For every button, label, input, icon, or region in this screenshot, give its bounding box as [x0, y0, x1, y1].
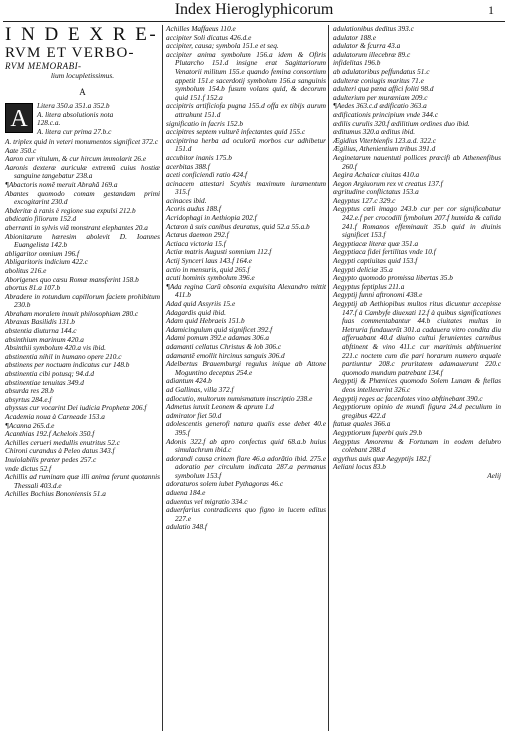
- index-entry: actio in mensuris, quid 265.f: [166, 264, 250, 274]
- column-1-entries: [5, 138, 160, 499]
- drop-cap-block: [5, 102, 160, 136]
- index-entry: Actæus daemon 292.f: [166, 230, 229, 240]
- index-entry: Abionitarum hæresim abolevit D. Ioannes Euangelista 142.b: [5, 231, 160, 250]
- index-entry: ad Gallinas, villa 372.f: [166, 384, 234, 394]
- index-entry: Litera 350.a 351.a 352.b: [37, 101, 110, 110]
- index-entry: absyrtus 284.e.f: [5, 394, 52, 404]
- index-entry: accipitris artificiofa pugna 155.d offa ex tibijs aurum attrahunt 151.d: [166, 101, 326, 119]
- index-entry: acerbitas 388.f: [166, 161, 210, 171]
- index-entry: Aegyptij reges ac facerdotes vino abftinebant 390.c: [333, 393, 483, 403]
- index-entry: ab adulatoribus peffundatus 51.c: [333, 66, 430, 76]
- index-entry: Acanthias 192.f Achelois 350.f: [5, 429, 95, 439]
- index-entry: adamantē emollit hircinus sanguis 306.d: [166, 350, 285, 360]
- index-column-1: [5, 25, 160, 499]
- index-entry: vnde dictus 52.f: [5, 463, 52, 473]
- index-entry: Aegypto quomodo promissa libertas 35.b: [333, 273, 453, 283]
- index-entry: Aegyptiacæ literæ quæ 351.a: [333, 238, 419, 248]
- index-entry: A. litera cur prima 27.b.c: [37, 126, 112, 136]
- index-entry: Aegyptij & Phœnices quomodo Solem Lunam & ftellas deos intellexerint 326.c: [333, 376, 501, 394]
- index-entry: abligaritor omnium 196.f: [5, 248, 79, 258]
- index-entry: Abligaritoris indicium 422.c: [5, 257, 88, 267]
- index-entry: admirator fiet 50.d: [166, 410, 222, 420]
- index-entry: ¶Acanna 265.d.e: [5, 420, 55, 430]
- index-entry: accipiter anima symbolum 156.a idem & Ofiris Plutarcho 151.d insigne erat Sagittariorum Venatorii militum 155.e quando femina consortium appetit 151.e sacerdotij symbolum 156.a sanguinis symbolum 154.b fusum volans quid, & decorum quid 151.f 152.a: [166, 49, 326, 102]
- index-entry: Aegyptij funni aftronomi 438.e: [333, 290, 423, 300]
- index-entry: Aegira Achaicæ ciuitas 410.a: [333, 170, 420, 180]
- index-entry: accipiter Soli dicatus 426.d.e: [166, 32, 252, 42]
- index-entry: Actij Synceri laus 143.f 164.e: [166, 256, 252, 266]
- index-entry: Aegyptiorum fuperbi quis 29.b: [333, 427, 423, 437]
- index-entry: Acoris audus 188.f: [166, 204, 221, 214]
- index-entry: Adonis 322.f ab apro confectus quid 68.a.b huius simulachrum ibid.c: [166, 436, 326, 455]
- title-line-3: RVM MEMORABI-: [5, 61, 82, 71]
- index-entry: significatio in facris 152.b: [166, 118, 244, 128]
- index-entry: Adad quid Assyriis 15.e: [166, 299, 236, 308]
- index-entry: Aegypti captiuitas quid 153.f: [333, 256, 418, 266]
- index-entry: adulator 188.e: [333, 32, 376, 42]
- index-entry: adulatio 348.f: [166, 522, 207, 532]
- catchword: Aelij: [487, 470, 501, 480]
- index-entry: Aeginetarum nauentuti pollices præcifi ab Athenenfibus 260.f: [333, 152, 501, 171]
- index-entry: Actæon à suis canibus deuratus, quid 52.a 55.a.b: [166, 221, 310, 231]
- index-entry: Abraxas Basilidis 131.b: [5, 317, 75, 327]
- index-entry: accipitrina herba ad oculorū morbos cur adhibetur 151.d: [166, 135, 326, 154]
- index-entry: Aaron cur vitulum, & cur hircum immolarit 26.e: [5, 154, 147, 164]
- index-entry: Aegyptus Amoremu & Fortunam in eodem delubro colebant 288.d: [333, 436, 501, 455]
- title-line-1: I N D E X R E-: [5, 24, 159, 45]
- index-entry: Absinthii symbolum 420.a vis ibid.: [5, 343, 106, 353]
- index-entry: aberranti in sylvis viā monstrant elephantes 20.a: [5, 222, 148, 232]
- index-entry: Actiæ matris Augusti somnium 112.f: [166, 247, 272, 257]
- index-entry: Admetus iunxit Leonem & aprum 1.d: [166, 402, 274, 412]
- index-column-2: [166, 25, 326, 532]
- index-entry: aduentus vel migratio 334.c: [166, 496, 248, 506]
- index-entry: A. triplex quid in veteri monumentos significet 372.c: [5, 137, 159, 146]
- index-entry: adulator & fcurra 43.a: [333, 41, 401, 51]
- index-entry: ægritudine conflictatus 153.a: [333, 187, 419, 197]
- index-entry: Achilles cerueri medullis enutritus 52.c: [5, 437, 120, 447]
- index-entry: adorandi causa crinem flare 46.a adorātio ibid. 275.e adoratio per circulum indicata 287.a permanus symbolum 153.f: [166, 453, 326, 480]
- index-entry: Abradere in rotundum capillorum faciem prohibitum 230.b: [5, 291, 160, 310]
- index-entry: abyssus cur vocarint Dei iudicia Prophetæ 206.f: [5, 403, 147, 413]
- index-entry: abortus 81.a 107.b: [5, 283, 61, 293]
- index-entry: Academia noua à Carneade 153.a: [5, 412, 105, 421]
- index-entry: adoraturos solem iubet Pythagoras 46.c: [166, 479, 284, 489]
- index-entry: Aegypti deliciæ 35.a: [333, 264, 393, 274]
- index-entry: abstentia diuturna 144.c: [5, 326, 77, 336]
- column-2-entries: [166, 25, 326, 532]
- index-entry: æditumus 320.a æditus ibid.: [333, 127, 416, 137]
- column-divider-2: [328, 25, 329, 731]
- index-entry: ¶Abactoris nomē meruit Abrahā 169.a: [5, 179, 118, 189]
- index-entry: Ægidius Viterbienfis 123.a.d. 322.c: [333, 135, 437, 145]
- index-entry: ¶Ada regina Carū obsonia exquisita Alexandro mittit 411.b: [166, 281, 326, 300]
- index-entry: Aegyptus cœli imago 243.b cur per cor significabatur 242.e.f per crocodili fymbolum 207.f humida & calida 241.f Romanos effeminauit 35.b quid in diuinis significet 153.f: [333, 204, 501, 240]
- index-entry: Aaronis dexteræ auriculæ extremū cuius hostiæ sanguine tangebatur 238.a: [5, 162, 160, 181]
- index-entry: accubitor inanis 175.b: [166, 152, 232, 162]
- drop-cap-ornament: A: [5, 103, 33, 133]
- title-line-4: lium locupletissimus.: [50, 71, 115, 80]
- index-entry: Adami pomum 392.e adamas 306.a: [166, 333, 269, 343]
- index-entry: Inuiolabilis præter pedes 257.c: [5, 454, 97, 464]
- index-entry: Aegyptiaca fidei fertilitas vnde 10.f: [333, 247, 436, 257]
- header-title: Index Hieroglyphicorum: [174, 1, 334, 18]
- section-letter: A: [79, 87, 86, 97]
- index-entry: ædilis curulis 320.f ædilitium ordines duo ibid.: [333, 118, 470, 128]
- index-entry: Aegyptiorum opinio de mundi figura 24.d peculium in gregibus 422.d: [333, 402, 501, 420]
- index-entry: Acridophagi in Aethiopia 202.f: [166, 213, 257, 223]
- running-header: [0, 0, 508, 22]
- index-entry: Actiaca victoria 15.f: [166, 238, 226, 248]
- index-entry: Aegyptij ab Aethiopibus multos ritus dicuntur accepisse 147.f à Cambyfe diuexati 12.f à quibus significationes fuas commentabantur 44.b ciuitates multas in Hetruria fundauerūt 301.a cadauera vitro condita diu afferuabant 40.d diuino cultui ferunientes carnibus abftinent & vino 411.c cur maritimis abftinuerint 221.c noctem cum die pari horarum numero æquale partiuntur 208.c pruritatem adamauerunt 220.c quomodo mundum patrebant 134.f: [333, 299, 501, 377]
- index-entry: adulterium per muræniam 209.c: [333, 92, 428, 102]
- index-entry: Chironi curandus à Peleo datus 343.f: [5, 446, 115, 456]
- index-entry: 128.c.a.: [37, 118, 61, 128]
- title-block: [5, 25, 160, 80]
- index-entry: adulationibus deditus 393.c: [333, 24, 414, 33]
- index-entry: A. litera absolutionis nota: [37, 109, 114, 119]
- index-column-3: [333, 25, 501, 480]
- index-entry: Aegyptus feptiplus 211.a: [333, 281, 405, 291]
- index-entry: adulatorum illecebræ 89.c: [333, 49, 411, 59]
- index-entry: aduena 184.e: [166, 488, 206, 498]
- index-entry: ¶Aedes 363.c.d ædificatio 363.a: [333, 101, 427, 111]
- index-entry: Aeliani locus 83.b: [333, 462, 386, 472]
- index-entry: abstinentia nihil in humano opere 210.c: [5, 351, 122, 361]
- index-entry: abolitus 216.e: [5, 265, 47, 275]
- index-entry: ftatuæ quales 366.a: [333, 419, 391, 429]
- index-entry: infidelitas 196.b: [333, 58, 381, 68]
- header-rule: [3, 21, 505, 22]
- index-entry: absurda res 28.b: [5, 386, 54, 396]
- index-entry: Achilles Maffaeus 110.e: [166, 24, 236, 33]
- index-entry: Adam quid Hebraeis 151.b: [166, 316, 245, 326]
- index-entry: accipiter, causa; symbola 151.e et seq.: [166, 41, 279, 51]
- index-entry: adiantum 424.b: [166, 376, 212, 386]
- index-entry: aceti conficiendi ratio 424.f: [166, 170, 248, 180]
- index-entry: adlocutio, multorum numismatum inscriptio 238.e: [166, 393, 313, 403]
- index-entry: accipitres septem vulturē infectantes quid 155.c: [166, 127, 306, 137]
- index-entry: Aborigenes quo cæsu Romæ mansferint 158.b: [5, 274, 139, 284]
- index-entry: Aegon Argiuorum rex vt creatus 137.f: [333, 178, 443, 188]
- index-entry: absinthium marinum 420.a: [5, 334, 84, 344]
- index-entry: abstinentia cibi potusq; 94.d.d: [5, 369, 94, 379]
- index-entry: ædificationis principium vnde 344.c: [333, 109, 438, 119]
- index-entry: adulteræ coniugis maritus 71.e: [333, 75, 424, 85]
- index-entry: abstinentiae tenuitas 349.d: [5, 377, 84, 387]
- page-number: 1: [488, 3, 494, 17]
- index-entry: Aegyptus 127.c 329.c: [333, 195, 396, 205]
- index-entry: ægythus auis quæ Aegyptijs 182.f: [333, 453, 431, 463]
- index-entry: Abderitæ à ranis è regione sua expulsi 212.b: [5, 205, 136, 215]
- index-entry: acinacem attestari Scythis maximum iuramentum 315.f: [166, 178, 326, 197]
- column-divider-1: [162, 25, 163, 731]
- index-entry: Adamicingulum quid significet 392.f: [166, 324, 273, 334]
- index-entry: adulteri qua pæna affici foliti 98.d: [333, 84, 434, 94]
- column-3-entries: [333, 25, 501, 472]
- index-entry: acinaces ibid.: [166, 195, 207, 205]
- index-entry: Achillis ad ruminam quæ illi anima ferunt quotannis Thessali 403.d.e: [5, 472, 160, 490]
- index-entry: Achilles Bochius Bononiensis 51.a: [5, 489, 106, 499]
- index-entry: adamanti cellatus Christus & lob 306.c: [166, 341, 282, 351]
- index-entry: Abantes quomodo comam gestandam primi excogitarint 230.d: [5, 188, 160, 207]
- index-entry: abstinens per noctuam indicatus cur 148.b: [5, 360, 130, 370]
- index-entry: acuti hominis symbolum 396.e: [166, 273, 255, 283]
- index-entry: Adelbertus Brauemburgi regulus inique ab Attone Moguntino deceptus 254.e: [166, 359, 326, 377]
- index-entry: Adagardis quid ibid.: [166, 307, 226, 317]
- index-entry: abdicatio filiorum 152.d: [5, 214, 77, 224]
- index-entry: Aate 350.c: [5, 145, 37, 155]
- index-entry: Abraham moralem innuit philosophiam 280.c: [5, 308, 139, 318]
- index-entry: Ægilius, Athenientium tribus 391.d: [333, 144, 436, 154]
- index-entry: aduerfarius contradicens quo figno in lucem editus 227.e: [166, 505, 326, 523]
- title-line-2: RVM ET VERBO-: [5, 45, 135, 61]
- index-entry: adolescentis generofi natura qualis esse debet 40.e 395.f: [166, 419, 326, 437]
